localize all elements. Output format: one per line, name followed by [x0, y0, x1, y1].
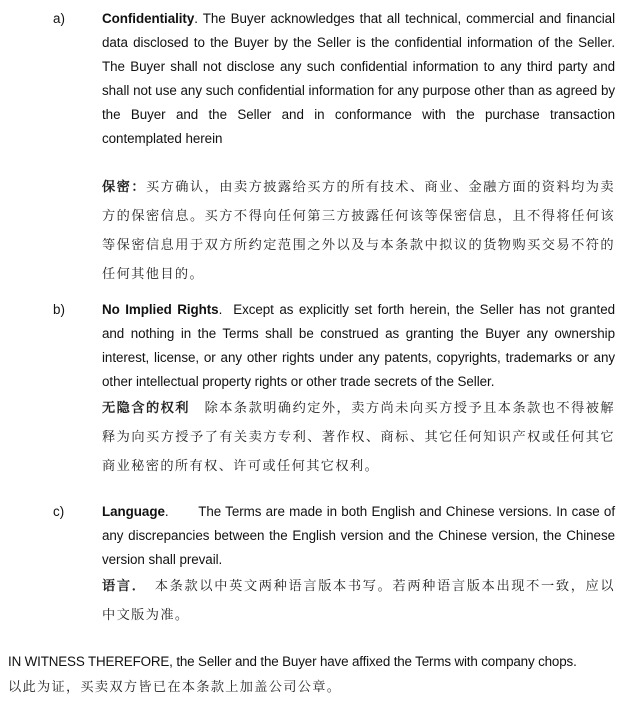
clause-chinese-text	[102, 173, 615, 289]
clause-body	[102, 7, 615, 289]
clause-english-body: The Terms are made in both English and Chinese versions. In case of any discrepancies between the English version and the Chinese version, the Chinese version shall prevail.	[102, 504, 615, 567]
clause-english-text	[102, 500, 615, 572]
title-separator: .	[164, 504, 199, 519]
clause-chinese-text	[102, 394, 615, 481]
clause-chinese-text	[102, 572, 615, 630]
title-separator: .	[218, 302, 234, 317]
clause-english-body: The Buyer acknowledges that all technical, commercial and financial data disclosed to the Buyer by the Seller is the confidential information of the Seller. The Buyer shall not disclose any such confidential information to any third party and shall not use any such confidential information for any purpose other than as agreed by the Buyer and the Seller and in conformance with the purchase transaction contemplated herein	[102, 11, 615, 146]
clause-body	[102, 500, 615, 630]
clause-label: a)	[53, 11, 65, 26]
clause-label: c)	[53, 504, 65, 519]
clause-english-body: Except as explicitly set forth herein, the Seller has not granted and nothing in the Terms shall be construed as granting the Buyer any ownership interest, license, or any other rights under any patents, copyrights, trademarks or any other intellectual property rights or other trade secrets of the Seller.	[102, 302, 615, 389]
clause-chinese-body: 除本条款明确约定外，卖方尚未向买方授予且本条款也不得被解释为向买方授予了有关卖方专利、著作权、商标、其它任何知识产权或任何其它商业秘密的所有权、许可或任何其它权利。	[102, 401, 615, 474]
clause-title: Language	[102, 504, 165, 519]
witness-english: IN WITNESS THEREFORE, the Seller and the Buyer have affixed the Terms with company chops.	[8, 654, 577, 669]
clause-title: No Implied Rights	[102, 302, 219, 317]
clause-title: Confidentiality	[102, 11, 195, 26]
title-separator: .	[194, 11, 203, 26]
clause-chinese-title: 语言．	[102, 579, 140, 594]
clause-body	[102, 298, 615, 481]
clause-chinese-title: 无隐含的权利	[102, 401, 190, 416]
clause-chinese-body: 本条款以中英文两种语言版本书写。若两种语言版本出现不一致，应以中文版为准。	[102, 579, 615, 623]
clause-chinese-body: 买方确认，由卖方披露给买方的所有技术、商业、金融方面的资料均为卖方的保密信息。买方不得向任何第三方披露任何该等保密信息，且不得将任何该等保密信息用于双方所约定范围之外以及与本条款中拟议的货物购买交易不符的任何其他目的。	[102, 180, 616, 282]
witness-chinese: 以此为证，买卖双方皆已在本条款上加盖公司公章。	[8, 680, 342, 695]
clause-label: b)	[53, 302, 65, 317]
clause-chinese-title: 保密：	[102, 180, 146, 195]
clause-english-text	[102, 7, 615, 151]
clause-english-text	[102, 298, 615, 394]
witness-section	[8, 650, 628, 701]
